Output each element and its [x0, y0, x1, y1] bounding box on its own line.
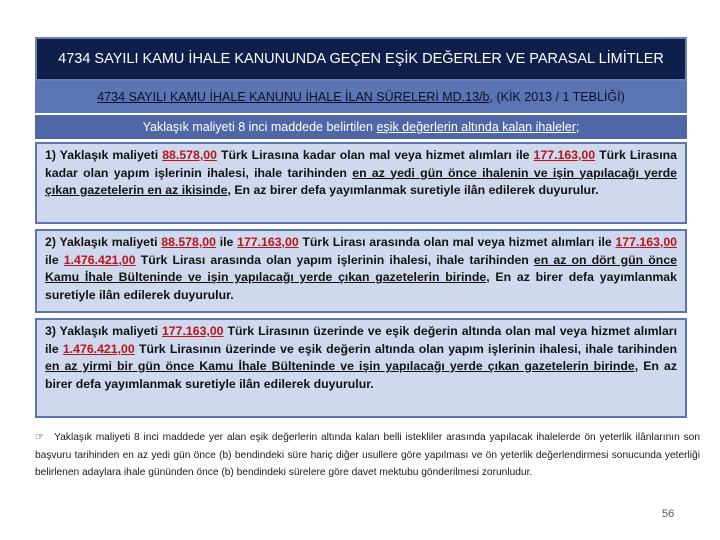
item2-text-6: , En az birer defa yayımlanmak suretiyle ilân edilerek duyurulur. — [45, 270, 677, 302]
intro-underlined: eşik değerlerin altında kalan ihaleler — [376, 120, 576, 134]
item3-text-4: , En az birer defa yayımlanmak suretiyle ilân edilerek duyurulur. — [45, 359, 677, 391]
item2-amount-4: 1.476.421,00 — [63, 252, 136, 267]
item1-underlined: en az yedi gün önce ihalenin ve işin yapılacağı yerde çıkan gazetelerin en az ikisinde — [45, 165, 677, 197]
item1-text-3: Türk Lirasına kadar olan yapım işlerinin ihalesi, ihale tarihinden — [45, 148, 677, 180]
item3-amount-1: 177.163,00 — [161, 324, 224, 338]
item2-amount-3: 177.163,00 — [615, 235, 678, 249]
law-subtitle — [35, 81, 687, 113]
subtitle-rest: , (KİK 2013 / 1 TEBLİĞİ) — [489, 90, 625, 104]
footnote-text: Yaklaşık maliyeti 8 inci maddede yer alan eşik değerlerin altında kalan belli istekliler arasında yapılacak ihalelerde ön yeterlik ilânlarının son başvuru tarihinden en az yedi gün önce (b) bendindeki süre hariç diğer usullere göre yapılması ve ön yeterlik değerlendirmesi sonucunda yeterliği belirlenen adaylara ihale gününden önce (b) bendindeki sürelere göre davet mektubu gönderilmesi zorunludur. — [35, 432, 700, 478]
rule-item-2 — [35, 229, 687, 313]
item2-text-5: Türk Lirası arasında olan yapım işlerinin ihalesi, ihale tarihinden — [135, 252, 534, 267]
item1-text-2: Türk Lirasına kadar olan mal veya hizmet alımları ile — [216, 148, 534, 162]
item3-amount-2: 1.476.421,00 — [62, 341, 135, 356]
item3-underlined: en az yirmi bir gün önce Kamu İhale Bülteninde ve işin yapılacağı yerde çıkan gazetelerin birinde — [45, 359, 635, 373]
item1-text-1: 1) Yaklaşık maliyeti — [45, 148, 163, 162]
intro-after: ; — [575, 120, 580, 134]
page-title — [35, 37, 687, 81]
item3-text-2: Türk Lirasının üzerinde ve eşik değerin altında olan mal veya hizmet alımları ile — [45, 324, 677, 356]
page-title-text: 4734 SAYILI KAMU İHALE KANUNUNDA GEÇEN EŞİK DEĞERLER VE PARASAL LİMİTLER — [58, 51, 664, 67]
item2-text-4: ile — [45, 252, 64, 267]
item2-text-1: 2) Yaklaşık maliyeti — [45, 235, 162, 249]
item2-text-3: Türk Lirası arasında olan mal veya hizmet alımları ile — [298, 235, 616, 249]
item1-amount-2: 177.163,00 — [533, 148, 596, 162]
item1-text-4: , En az birer defa yayımlanmak suretiyle ilân edilerek duyurulur. — [227, 183, 599, 197]
intro-line — [35, 115, 687, 139]
pointing-hand-icon: ☞ — [35, 432, 45, 443]
subtitle-underlined: 4734 SAYILI KAMU İHALE KANUNU İHALE İLAN SÜRELERİ MD.13/b — [97, 90, 490, 104]
rule-item-3 — [35, 318, 687, 418]
item3-text-3: Türk Lirasının üzerinde ve eşik değerin altında olan yapım işlerinin ihalesi, ihale tarihinden — [134, 341, 677, 356]
page-number: 56 — [662, 508, 675, 520]
item2-amount-2: 177.163,00 — [237, 235, 299, 249]
footnote — [35, 429, 700, 482]
item1-amount-1: 88.578,00 — [162, 148, 217, 162]
item2-text-2: ile — [215, 235, 238, 249]
intro-before: Yaklaşık maliyeti 8 inci maddede belirtilen — [142, 120, 377, 134]
rule-item-1 — [35, 142, 687, 224]
item2-amount-1: 88.578,00 — [161, 235, 216, 249]
item3-text-1: 3) Yaklaşık maliyeti — [45, 324, 162, 338]
item2-underlined: en az on dört gün önce Kamu İhale Bülteninde ve işin yapılacağı yerde çıkan gazetelerin birinde — [45, 252, 677, 284]
